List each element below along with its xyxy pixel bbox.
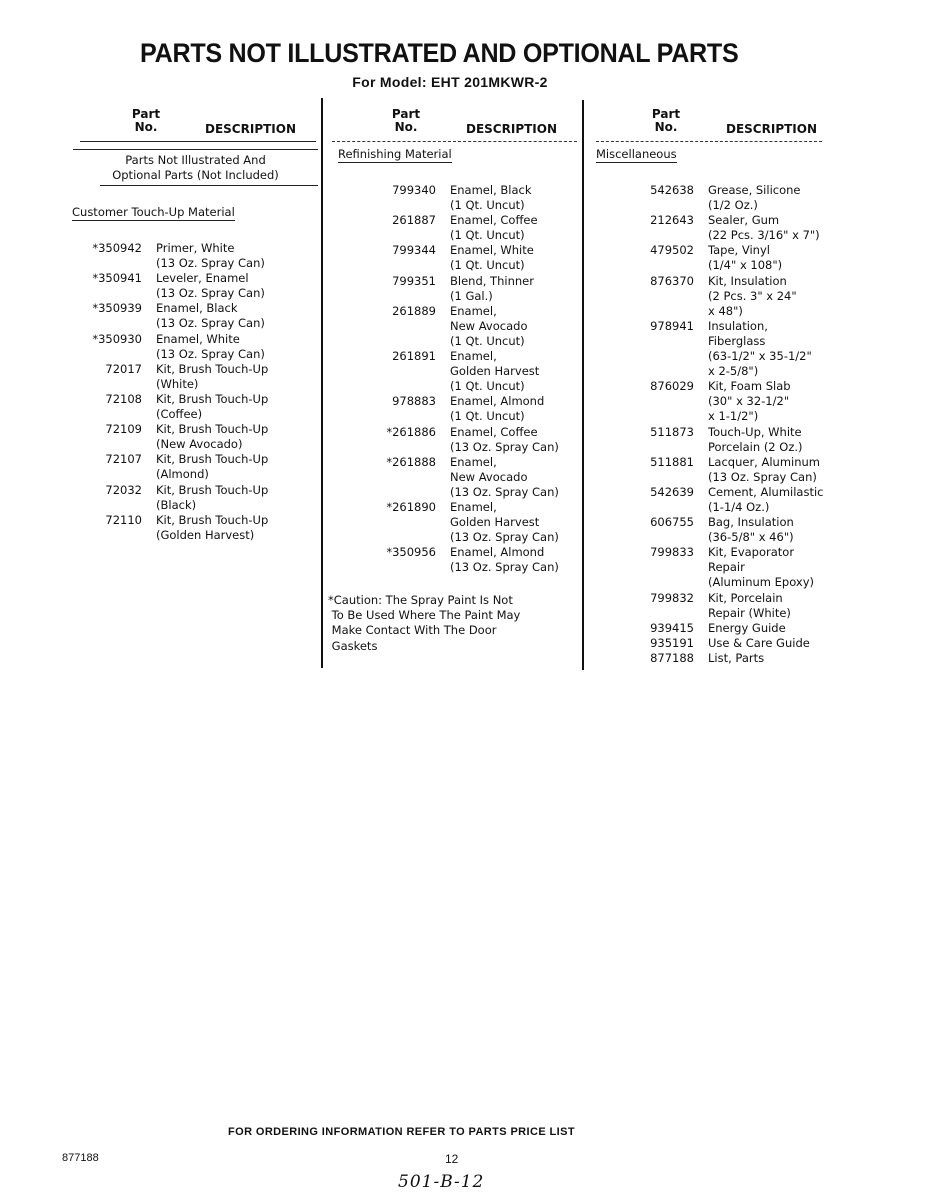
table-row xyxy=(622,183,824,198)
part-description: (63-1/2" x 35-1/2" xyxy=(708,349,812,364)
part-description: (1 Qt. Uncut) xyxy=(450,333,525,348)
part-number: 72108 xyxy=(105,391,142,406)
part-description: x 48") xyxy=(708,303,743,318)
part-description: Kit, Insulation xyxy=(708,273,787,288)
table-row-continuation xyxy=(70,347,268,362)
description-header: DESCRIPTION xyxy=(205,122,297,136)
part-description: Enamel, Almond xyxy=(450,394,545,409)
part-number: 799832 xyxy=(650,590,694,605)
part-number xyxy=(622,228,708,243)
part-number xyxy=(622,409,708,424)
section-heading: Refinishing Material xyxy=(338,147,452,161)
part-number: 799833 xyxy=(650,545,694,560)
part-number: 935191 xyxy=(650,635,694,650)
part-number xyxy=(70,286,156,301)
table-row xyxy=(364,394,559,409)
part-description: (30" x 32-1/2" xyxy=(708,394,790,409)
part-number xyxy=(622,289,708,304)
part-description: (Almond) xyxy=(156,467,209,482)
part-number xyxy=(622,364,708,379)
part-number xyxy=(364,440,450,455)
table-row-continuation xyxy=(622,394,824,409)
part-number: 261891 xyxy=(392,349,436,364)
table-row-continuation xyxy=(622,198,824,213)
part-number: 479502 xyxy=(650,243,694,258)
table-row-continuation xyxy=(622,349,824,364)
document-number: 877188 xyxy=(62,1152,99,1164)
part-description: Enamel, xyxy=(450,454,497,469)
part-description: Golden Harvest xyxy=(450,515,540,530)
table-row-continuation xyxy=(622,228,824,243)
page-title: PARTS NOT ILLUSTRATED AND OPTIONAL PARTS xyxy=(140,38,739,68)
part-number xyxy=(364,409,450,424)
table-row-continuation xyxy=(70,467,268,482)
part-description: Enamel, Coffee xyxy=(450,213,538,228)
part-number xyxy=(70,467,156,482)
table-row xyxy=(622,621,824,636)
part-number xyxy=(622,560,708,575)
part-number: 876029 xyxy=(650,379,694,394)
table-row-continuation xyxy=(364,319,559,334)
part-description: New Avocado xyxy=(450,318,528,333)
part-description: Kit, Brush Touch-Up xyxy=(156,361,269,376)
table-row-continuation xyxy=(70,528,268,543)
part-number xyxy=(622,334,708,349)
part-description: (2 Pcs. 3" x 24" xyxy=(708,288,797,303)
table-row xyxy=(364,213,559,228)
part-description: Cement, Alumilastic xyxy=(708,484,824,499)
part-no-header: Part No. xyxy=(131,107,161,134)
table-row-continuation xyxy=(622,304,824,319)
model-subtitle: For Model: EHT 201MKWR-2 xyxy=(352,74,548,90)
part-number: 212643 xyxy=(650,213,694,228)
part-description: Enamel, Almond xyxy=(450,545,545,560)
part-description: Enamel, Black xyxy=(156,301,238,316)
part-number: 511881 xyxy=(650,454,694,469)
part-number: *350942 xyxy=(92,241,142,255)
table-row-continuation xyxy=(364,515,559,530)
table-row xyxy=(622,425,824,440)
part-number: 978941 xyxy=(650,318,694,333)
part-number xyxy=(364,515,450,530)
page-number: 12 xyxy=(445,1152,459,1166)
part-number: 72107 xyxy=(105,452,142,467)
part-description: Leveler, Enamel xyxy=(156,271,249,286)
part-number: 72110 xyxy=(105,512,142,527)
part-description: (1 Qt. Uncut) xyxy=(450,379,525,394)
part-description: (1 Qt. Uncut) xyxy=(450,409,525,424)
part-description: Blend, Thinner xyxy=(450,273,534,288)
table-row-continuation xyxy=(70,377,268,392)
description-header: DESCRIPTION xyxy=(726,122,818,136)
part-description: Sealer, Gum xyxy=(708,213,780,228)
ordering-info-note: FOR ORDERING INFORMATION REFER TO PARTS PRICE LIST xyxy=(228,1126,575,1138)
table-row xyxy=(70,332,268,347)
column-divider-1 xyxy=(321,98,323,668)
part-number xyxy=(622,258,708,273)
part-description: x 1-1/2") xyxy=(708,409,759,424)
column-miscellaneous xyxy=(592,107,842,665)
part-description: Touch-Up, White xyxy=(708,424,802,439)
part-number xyxy=(364,470,450,485)
part-description: (36-5/8" x 46") xyxy=(708,530,794,545)
table-row-continuation xyxy=(70,498,268,513)
part-description: (13 Oz. Spray Can) xyxy=(450,484,559,499)
table-row xyxy=(364,545,559,560)
part-number: *261890 xyxy=(386,499,436,514)
table-row xyxy=(70,483,268,498)
table-row xyxy=(364,183,559,198)
part-number xyxy=(364,258,450,273)
part-description: Golden Harvest xyxy=(450,364,540,379)
part-description: Kit, Brush Touch-Up xyxy=(156,391,269,406)
table-row xyxy=(70,513,268,528)
part-description: Enamel, White xyxy=(156,331,240,346)
part-number xyxy=(364,198,450,213)
part-description: (Aluminum Epoxy) xyxy=(708,575,815,590)
column-header xyxy=(592,108,842,142)
table-row xyxy=(364,500,559,515)
part-description: (1-1/4 Oz.) xyxy=(708,499,770,514)
table-row-continuation xyxy=(622,530,824,545)
column-divider-2 xyxy=(582,100,584,670)
part-number: 606755 xyxy=(650,515,694,530)
table-row-continuation xyxy=(622,258,824,273)
section-heading: Miscellaneous xyxy=(596,147,677,161)
part-number xyxy=(70,407,156,422)
table-row xyxy=(70,241,268,256)
table-row-continuation xyxy=(364,560,559,575)
table-row xyxy=(622,379,824,394)
table-row xyxy=(622,485,824,500)
table-row xyxy=(364,349,559,364)
table-row-continuation xyxy=(622,440,824,455)
part-number: 799351 xyxy=(392,273,436,288)
part-number xyxy=(364,364,450,379)
header-rule xyxy=(596,141,822,142)
table-row-continuation xyxy=(70,407,268,422)
part-number xyxy=(622,440,708,455)
table-row-continuation xyxy=(364,289,559,304)
table-row xyxy=(364,274,559,289)
part-description: List, Parts xyxy=(708,650,765,665)
part-number: 542639 xyxy=(650,484,694,499)
part-number xyxy=(622,606,708,621)
part-number xyxy=(622,470,708,485)
part-description: (1/4" x 108") xyxy=(708,258,783,273)
table-row xyxy=(622,319,824,334)
part-no-header: Part No. xyxy=(391,107,421,134)
table-row xyxy=(364,243,559,258)
part-no-header: Part No. xyxy=(651,107,681,134)
table-row-continuation xyxy=(622,409,824,424)
part-number: *261886 xyxy=(386,424,436,439)
part-description: (1 Gal.) xyxy=(450,288,493,303)
part-number xyxy=(364,530,450,545)
part-description: Kit, Brush Touch-Up xyxy=(156,422,269,437)
table-row-continuation xyxy=(364,379,559,394)
part-number: 939415 xyxy=(650,620,694,635)
table-row-continuation xyxy=(70,286,268,301)
part-description: (13 Oz. Spray Can) xyxy=(156,316,265,331)
part-number: 261889 xyxy=(392,303,436,318)
part-number xyxy=(70,437,156,452)
part-description: (1 Qt. Uncut) xyxy=(450,228,525,243)
part-description: (Golden Harvest) xyxy=(156,527,255,542)
table-row xyxy=(70,452,268,467)
part-description: Enamel, Black xyxy=(450,183,532,197)
part-number xyxy=(364,228,450,243)
part-description: (13 Oz. Spray Can) xyxy=(450,560,559,575)
description-header: DESCRIPTION xyxy=(466,122,558,136)
table-row-continuation xyxy=(622,470,824,485)
part-description: Lacquer, Aluminum xyxy=(708,454,821,469)
part-number xyxy=(622,198,708,213)
table-row xyxy=(70,301,268,316)
table-row-continuation xyxy=(622,289,824,304)
part-number xyxy=(622,304,708,319)
part-description: Enamel, xyxy=(450,499,497,514)
header-rule xyxy=(332,141,577,142)
table-row xyxy=(622,636,824,651)
part-description: Kit, Porcelain xyxy=(708,590,783,605)
part-number xyxy=(622,349,708,364)
handwritten-reference: 501-B-12 xyxy=(398,1172,485,1192)
table-row xyxy=(622,545,824,560)
table-row xyxy=(364,304,559,319)
table-row xyxy=(70,392,268,407)
part-number xyxy=(622,394,708,409)
part-number xyxy=(70,528,156,543)
table-row-continuation xyxy=(364,334,559,349)
part-number: 261887 xyxy=(392,213,436,228)
part-number: *350939 xyxy=(92,301,142,316)
part-description: Use & Care Guide xyxy=(708,635,810,650)
part-description: (13 Oz. Spray Can) xyxy=(450,530,559,545)
part-description: Enamel, xyxy=(450,303,497,318)
note-bottom-rule xyxy=(100,185,318,186)
part-number: 72017 xyxy=(105,361,142,376)
part-number: 72032 xyxy=(105,482,142,497)
table-row xyxy=(622,213,824,228)
part-number: 799340 xyxy=(392,183,436,197)
table-row xyxy=(70,362,268,377)
part-description: Grease, Silicone xyxy=(708,183,801,197)
part-number: 72109 xyxy=(105,422,142,437)
part-description: (1/2 Oz.) xyxy=(708,198,758,213)
table-row-continuation xyxy=(622,560,824,575)
part-description: New Avocado xyxy=(450,469,528,484)
table-row xyxy=(622,591,824,606)
note-top-rule xyxy=(73,149,318,150)
part-description: (13 Oz. Spray Can) xyxy=(708,469,817,484)
part-number xyxy=(364,334,450,349)
table-row xyxy=(70,422,268,437)
table-row-continuation xyxy=(364,470,559,485)
part-description: Kit, Brush Touch-Up xyxy=(156,452,269,467)
part-number xyxy=(364,289,450,304)
part-number: 876370 xyxy=(650,273,694,288)
part-description: Repair (White) xyxy=(708,605,791,620)
part-number: 511873 xyxy=(650,424,694,439)
part-description: (Coffee) xyxy=(156,407,203,422)
table-row-continuation xyxy=(70,437,268,452)
part-number xyxy=(364,560,450,575)
column-customer-touch-up xyxy=(70,107,320,542)
part-number: 978883 xyxy=(392,394,436,409)
header-rule xyxy=(80,141,316,142)
part-description: Primer, White xyxy=(156,241,235,255)
part-number: *350930 xyxy=(92,331,142,346)
table-row xyxy=(622,515,824,530)
table-row-continuation xyxy=(622,606,824,621)
part-description: Bag, Insulation xyxy=(708,515,794,530)
part-description: Fiberglass xyxy=(708,333,766,348)
table-row xyxy=(622,651,824,666)
table-row-continuation xyxy=(70,256,268,271)
part-description: Tape, Vinyl xyxy=(708,243,770,258)
table-row-continuation xyxy=(364,409,559,424)
part-description: (White) xyxy=(156,376,199,391)
part-description: Enamel, Coffee xyxy=(450,424,538,439)
part-number xyxy=(364,319,450,334)
column-refinishing xyxy=(328,107,582,653)
section-heading: Customer Touch-Up Material xyxy=(72,205,235,219)
part-description: Kit, Foam Slab xyxy=(708,379,791,394)
table-row-continuation xyxy=(622,364,824,379)
part-number xyxy=(622,500,708,515)
part-description: Repair xyxy=(708,560,745,575)
part-number xyxy=(364,485,450,500)
part-number xyxy=(70,316,156,331)
table-row-continuation xyxy=(622,500,824,515)
part-number: *261888 xyxy=(386,454,436,469)
table-row-continuation xyxy=(622,334,824,349)
table-row-continuation xyxy=(70,316,268,331)
part-description: Energy Guide xyxy=(708,620,786,635)
part-number xyxy=(70,377,156,392)
table-row-continuation xyxy=(364,198,559,213)
column-header xyxy=(70,108,320,142)
parts-list xyxy=(70,241,268,543)
part-description: (New Avocado) xyxy=(156,437,243,452)
part-description: Porcelain (2 Oz.) xyxy=(708,439,803,454)
part-description: Enamel, xyxy=(450,349,497,364)
part-description: Insulation, xyxy=(708,318,768,333)
part-number: 799344 xyxy=(392,243,436,258)
column-header xyxy=(330,108,582,142)
part-description: Kit, Brush Touch-Up xyxy=(156,512,269,527)
part-number: 877188 xyxy=(650,650,694,665)
part-description: (13 Oz. Spray Can) xyxy=(450,439,559,454)
table-row-continuation xyxy=(622,575,824,590)
table-row xyxy=(70,271,268,286)
table-row xyxy=(622,455,824,470)
caution-note: *Caution: The Spray Paint Is Not To Be Used Where The Paint May Make Contact With The Door Gaskets xyxy=(328,593,521,653)
part-number xyxy=(622,575,708,590)
part-description: (1 Qt. Uncut) xyxy=(450,198,525,213)
part-number: 542638 xyxy=(650,183,694,197)
part-number xyxy=(364,379,450,394)
parts-list xyxy=(364,183,559,575)
part-number: *350956 xyxy=(386,545,436,560)
part-description: (13 Oz. Spray Can) xyxy=(156,346,265,361)
part-number xyxy=(622,530,708,545)
table-row xyxy=(364,425,559,440)
part-number: *350941 xyxy=(92,271,142,286)
part-description: Enamel, White xyxy=(450,243,534,258)
table-row-continuation xyxy=(364,440,559,455)
part-number xyxy=(70,256,156,271)
part-number xyxy=(70,498,156,513)
table-row-continuation xyxy=(364,364,559,379)
part-description: x 2-5/8") xyxy=(708,364,759,379)
table-row xyxy=(622,243,824,258)
parts-list xyxy=(622,183,824,666)
table-row xyxy=(364,455,559,470)
part-description: Kit, Evaporator xyxy=(708,545,795,560)
part-description: (1 Qt. Uncut) xyxy=(450,258,525,273)
table-row-continuation xyxy=(364,228,559,243)
part-description: (22 Pcs. 3/16" x 7") xyxy=(708,228,820,243)
part-description: (13 Oz. Spray Can) xyxy=(156,286,265,301)
not-included-note: Parts Not Illustrated And Optional Parts (Not Included) xyxy=(112,153,279,182)
table-row xyxy=(622,274,824,289)
table-row-continuation xyxy=(364,258,559,273)
table-row-continuation xyxy=(364,530,559,545)
part-description: Kit, Brush Touch-Up xyxy=(156,482,269,497)
part-description: (13 Oz. Spray Can) xyxy=(156,256,265,271)
part-description: (Black) xyxy=(156,497,197,512)
table-row-continuation xyxy=(364,485,559,500)
part-number xyxy=(70,347,156,362)
